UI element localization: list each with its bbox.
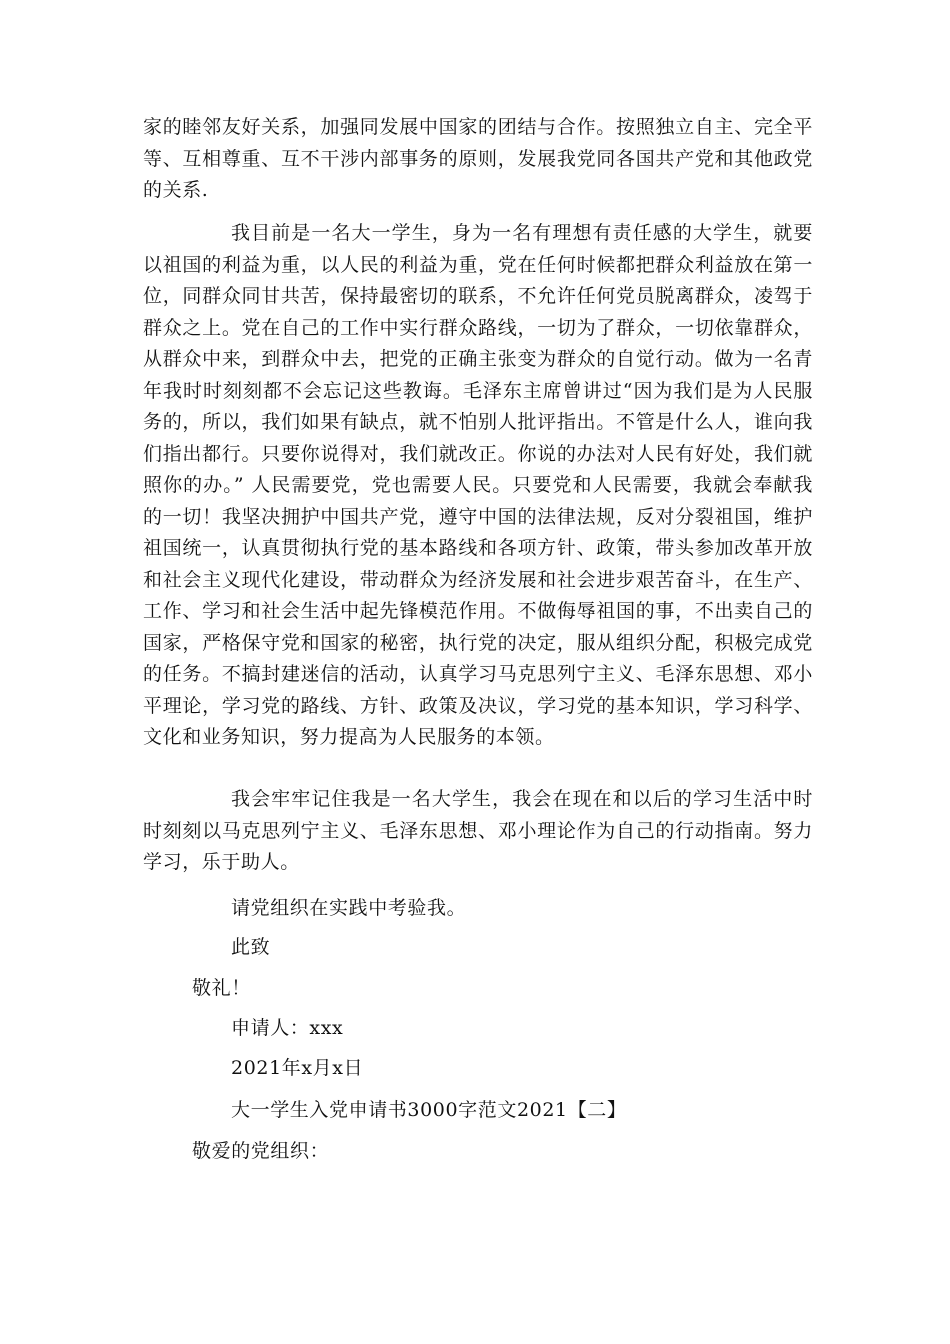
paragraph-body: 我目前是一名大一学生，身为一名有理想有责任感的大学生，就要以祖国的利益为重，以人民的利益为重，党在任何时候都把群众利益放在第一位，同群众同甘共苦，保持最密切的联系，不允许任何党员脱离群众，凌驾于群众之上。党在自己的工作中实行群众路线，一切为了群众，一切依靠群众，从群众中来，到群众中去，把党的正确主张变为群众的自觉行动。做为一名青年我时时刻刻都不会忘记这些教诲。毛泽东主席曾讲过“因为我们是为人民服务的，所以，我们如果有缺点，就不怕别人批评指出。不管是什么人，谁向我们指出都行。只要你说得对，我们就改正。你说的办法对人民有好处，我们就照你的办。” 人民需要党，党也需要人民。只要党和人民需要，我就会奉献我的一切！我坚决拥护中国共产党，遵守中国的法律法规，反对分裂祖国，维护祖国统一，认真贯彻执行党的基本路线和各项方针、政策，带头参加改革开放和社会主义现代化建设，带动群众为经济发展和社会进步艰苦奋斗，在生产、工作、学习和社会生活中起先锋模范作用。不做侮辱祖国的事，不出卖自己的国家，严格保守党和国家的秘密，执行党的决定，服从组织分配，积极完成党的任务。不搞封建迷信的活动，认真学习马克思列宁主义、毛泽东思想、邓小平理论，学习党的路线、方针、政策及决议，学习党的基本知识，学习科学、文化和业务知识，努力提高为人民服务的本领。 (143, 222, 813, 748)
paragraph-continuation: 家的睦邻友好关系，加强同发展中国家的团结与合作。按照独立自主、完全平等、互相尊重、互不干涉内部事务的原则，发展我党同各国共产党和其他政党的关系. (143, 116, 813, 201)
closing-cizhi: 此致 (231, 936, 271, 958)
closing-jingli: 敬礼！ (192, 977, 251, 999)
next-salutation: 敬爱的党组织： (192, 1140, 330, 1162)
application-date: 2021年x月x日 (231, 1057, 364, 1079)
next-section-title: 大一学生入党申请书3000字范文2021【二】 (231, 1099, 627, 1121)
closing-request: 请党组织在实践中考验我。 (231, 897, 467, 919)
applicant-signature: 申请人：xxx (231, 1017, 344, 1039)
paragraph-resolution: 我会牢牢记住我是一名大学生，我会在现在和以后的学习生活中时时刻刻以马克思列宁主义、毛泽东思想、邓小理论作为自己的行动指南。努力学习，乐于助人。 (143, 788, 813, 873)
